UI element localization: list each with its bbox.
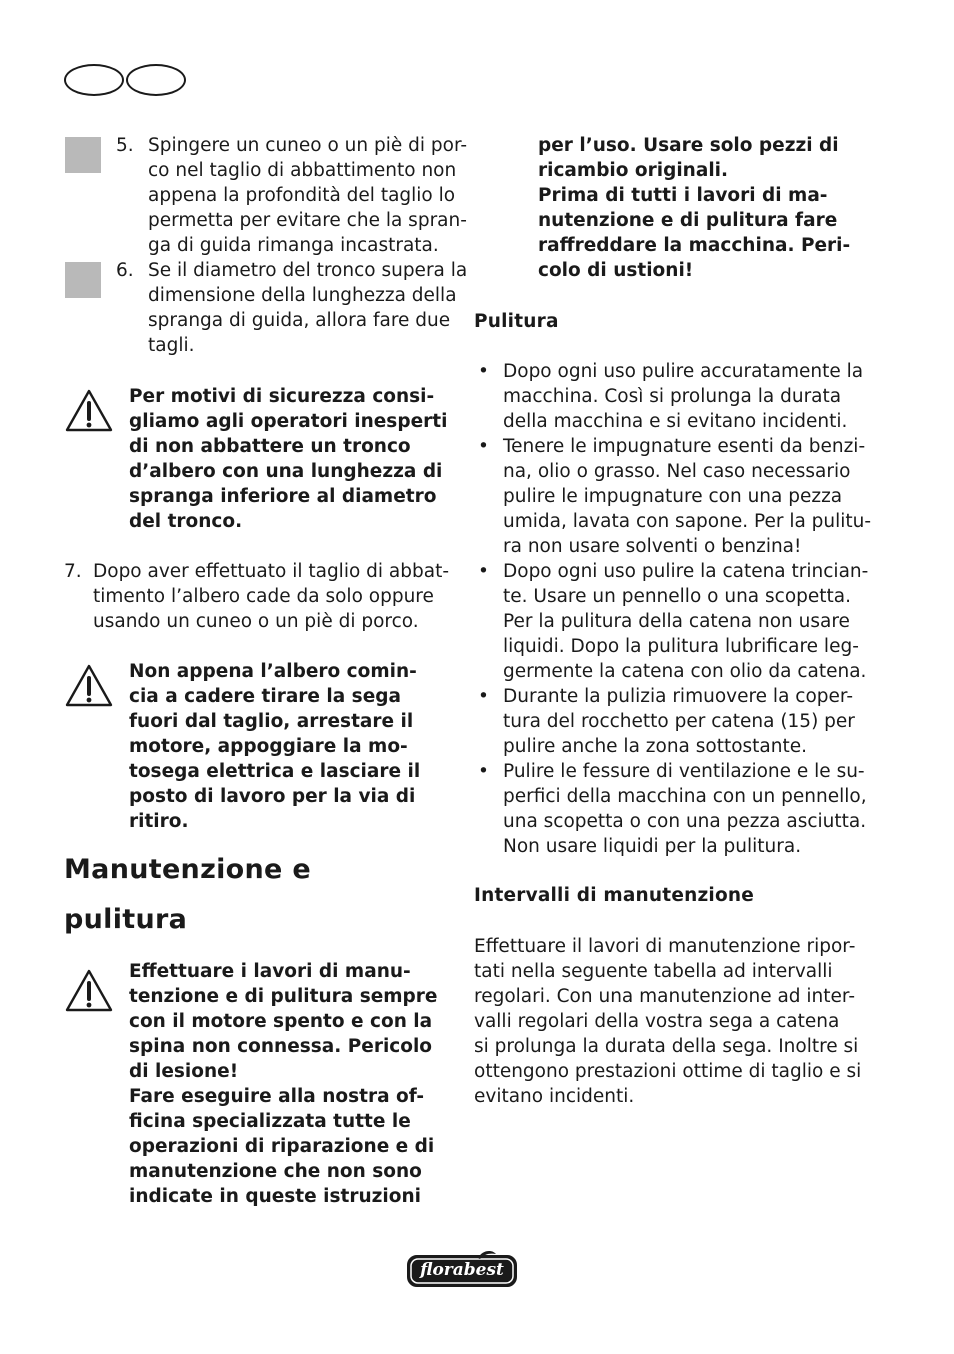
text-line: della macchina e si evitano incidenti.	[503, 411, 848, 432]
text-line: tenzione e di pulitura sempre	[129, 986, 438, 1007]
text-line: timento l’albero cade da solo oppure	[93, 586, 434, 607]
text-line: ga di guida rimanga incastrata.	[148, 235, 439, 256]
text-line: cia a cadere tirare la sega	[129, 686, 401, 707]
text-line: Fare eseguire alla nostra of-	[129, 1086, 425, 1107]
text-line: Dopo ogni uso pulire accuratamente la	[503, 361, 864, 382]
text-line: con il motore spento e con la	[129, 1011, 433, 1032]
text-line: tura del rocchetto per catena (15) per	[503, 711, 855, 732]
language-oval-icon	[64, 64, 124, 96]
list-number: 6.	[116, 260, 134, 281]
warning-text	[129, 384, 459, 534]
list-item	[474, 684, 874, 759]
text-line: perfici della macchina con un pennello,	[503, 786, 867, 807]
text-line: ra non usare solventi o benzina!	[503, 536, 802, 557]
list-item	[474, 559, 874, 684]
language-ovals	[64, 64, 190, 100]
text-line: d’albero con una lunghezza di	[129, 461, 443, 482]
brand-logo	[406, 1250, 518, 1288]
bullet-icon: •	[478, 686, 489, 707]
text-line: pulire anche la zona sottostante.	[503, 736, 808, 757]
text-line: na, olio o grasso. Nel caso necessario	[503, 461, 851, 482]
text-line: tati nella seguente tabella ad intervalli	[474, 961, 833, 982]
bullet-list	[474, 359, 874, 859]
text-line: posto di lavoro per la via di	[129, 786, 416, 807]
text-line: ricambio originali.	[538, 160, 729, 181]
subsection-heading: Intervalli di manutenzione	[474, 885, 754, 906]
text-line: spina non connessa. Pericolo	[129, 1036, 433, 1057]
language-oval-icon	[126, 64, 186, 96]
text-line: tosega elettrica e lasciare il	[129, 761, 421, 782]
text-line: umida, lavata con sapone. Per la pulitu-	[503, 511, 872, 532]
text-line: operazioni di riparazione e di	[129, 1136, 435, 1157]
text-line: evitano incidenti.	[474, 1086, 635, 1107]
section-heading: pulitura	[64, 904, 188, 935]
text-line: indicate in queste istruzioni	[129, 1186, 421, 1207]
gray-square-marker	[65, 137, 101, 173]
section-heading: Manutenzione e	[64, 854, 311, 885]
text-line: per l’uso. Usare solo pezzi di	[538, 135, 839, 156]
text-line: motore, appoggiare la mo-	[129, 736, 408, 757]
warning-triangle-icon	[64, 663, 114, 709]
list-item	[474, 359, 874, 434]
text-line: pulire le impugnature con una pezza	[503, 486, 843, 507]
text-line: di lesione!	[129, 1061, 239, 1082]
paragraph	[474, 934, 874, 1109]
list-item	[474, 434, 874, 559]
warning-text	[129, 659, 459, 834]
text-line: spranga inferiore al diametro	[129, 486, 437, 507]
text-line: Per la pulitura della catena non usare	[503, 611, 850, 632]
list-item	[474, 759, 874, 859]
text-line: co nel taglio di abbattimento non	[148, 160, 457, 181]
text-line: germente la catena con olio da catena.	[503, 661, 867, 682]
text-line: macchina. Così si prolunga la durata	[503, 386, 842, 407]
text-line: usando un cuneo o un piè di porco.	[93, 611, 419, 632]
subsection-heading: Pulitura	[474, 311, 559, 332]
text-line: liquidi. Dopo la pulitura lubrificare leg-	[503, 636, 859, 657]
text-line: ficina specializzata tutte le	[129, 1111, 411, 1132]
text-line: manutenzione che non sono	[129, 1161, 422, 1182]
text-line: Non appena l’albero comin-	[129, 661, 417, 682]
text-line: Dopo ogni uso pulire la catena trincian-	[503, 561, 869, 582]
text-line: Durante la pulizia rimuovere la coper-	[503, 686, 854, 707]
bullet-icon: •	[478, 761, 489, 782]
text-line: appena la profondità del taglio lo	[148, 185, 456, 206]
text-line: di non abbattere un tronco	[129, 436, 411, 457]
text-line: raffreddare la macchina. Peri-	[538, 235, 851, 256]
text-line: Non usare liquidi per la pulitura.	[503, 836, 802, 857]
text-line: si prolunga la durata della sega. Inoltre si	[474, 1036, 859, 1057]
text-line: Spingere un cuneo o un piè di por-	[148, 135, 468, 156]
warning-triangle-icon	[64, 968, 114, 1014]
warning-text	[129, 959, 459, 1209]
list-number: 5.	[116, 135, 134, 156]
bullet-icon: •	[478, 361, 489, 382]
text-line: regolari. Con una manutenzione ad inter-	[474, 986, 856, 1007]
text-line: te. Usare un pennello o una scopetta.	[503, 586, 851, 607]
text-line: colo di ustioni!	[538, 260, 694, 281]
text-line: del tronco.	[129, 511, 243, 532]
text-line: ottengono prestazioni ottime di taglio e si	[474, 1061, 862, 1082]
text-line: nutenzione e di pulitura fare	[538, 210, 838, 231]
text-line: Per motivi di sicurezza consi-	[129, 386, 435, 407]
text-line: gliamo agli operatori inesperti	[129, 411, 448, 432]
bullet-icon: •	[478, 561, 489, 582]
text-line: Prima di tutti i lavori di ma-	[538, 185, 828, 206]
list-number: 7.	[64, 561, 82, 582]
text-line: Se il diametro del tronco supera la	[148, 260, 468, 281]
text-line: spranga di guida, allora fare due	[148, 310, 451, 331]
text-line: una scopetta o con una pezza asciutta.	[503, 811, 867, 832]
gray-square-marker	[65, 262, 101, 298]
text-line: Tenere le impugnature esenti da benzi-	[503, 436, 866, 457]
text-line: Dopo aver effettuato il taglio di abbat-	[93, 561, 450, 582]
text-line: Effettuare i lavori di manu-	[129, 961, 411, 982]
warning-text-continued	[538, 133, 868, 283]
text-line: Pulire le fessure di ventilazione e le su-	[503, 761, 865, 782]
text-line: permetta per evitare che la spran-	[148, 210, 467, 231]
text-line: fuori dal taglio, arrestare il	[129, 711, 414, 732]
text-line: Effettuare il lavori di manutenzione ripor-	[474, 936, 856, 957]
text-line: ritiro.	[129, 811, 189, 832]
bullet-icon: •	[478, 436, 489, 457]
text-line: tagli.	[148, 335, 195, 356]
text-line: valli regolari della vostra sega a catena	[474, 1011, 840, 1032]
logo-text: florabest	[420, 1260, 504, 1280]
text-line: dimensione della lunghezza della	[148, 285, 457, 306]
warning-triangle-icon	[64, 388, 114, 434]
